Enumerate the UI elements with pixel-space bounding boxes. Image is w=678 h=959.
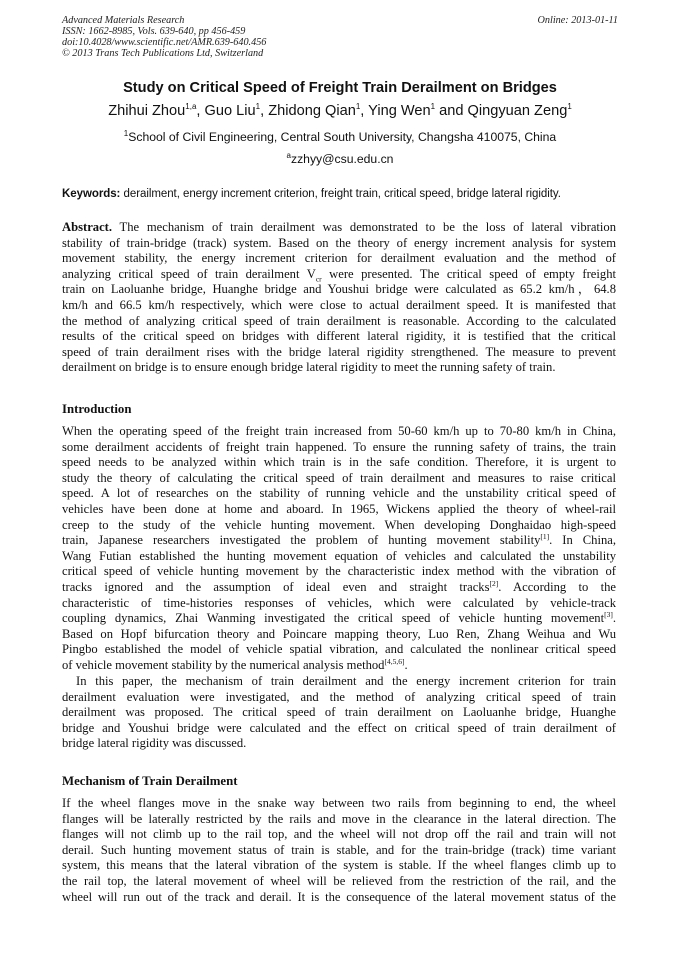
author-name: Zhidong Qian <box>268 102 356 119</box>
abstract: Abstract. The mechanism of train derailment was demonstrated to be the loss of lateral vibration stability of train-bridge (track) system. Based on the theory of energy increment analysis for system movement stability, the energy increment criterion for derailment evaluation and the method of analyzing critical speed of train derailment $V_{cr}$ were presented. The critical speed of empty freight train on Laoluanhe bridge, Huanghe bridge and Youshui bridge were calculated as 65.2 km/h，64.8 km/h and 66.5 km/h respectively, which were close to actual derailment speed. It is manifested that the method of analyzing critical speed of train derailment is reasonable. According to the calculated results of the critical speed on bridges with different lateral rigidity, it is testified that the critical speed of train derailment rises with the bridge lateral rigidity strengthened. The measure to prevent derailment on bridge is to ensure enough bridge lateral rigidity to meet the running safety of train. <box>62 220 616 375</box>
keywords-text: derailment, energy increment criterion, freight train, critical speed, bridge lateral rigidity. <box>123 188 561 200</box>
section-heading-introduction: Introduction <box>62 402 132 416</box>
mechanism-paragraph: If the wheel flanges move in the snake way between two rails from beginning to end, the wheel flanges will be laterally restricted by the rails and move in the clearance in the lateral direction. The flanges will not climb up to the rail top, and the wheel will not drop off the rail and train will not derail. Such hunting movement status of train is stable, and for the train-bridge (track) time variant system, this means that the lateral vibration of the system is stable. If the wheel flanges climb up to the rail top, the lateral movement of wheel will be relieved from the restriction of the rail, and the wheel will run out of the track and derail. It is the consequence of the lateral movement status of the <box>62 796 616 904</box>
online-date: Online: 2013-01-11 <box>537 15 618 26</box>
issn-line: ISSN: 1662-8985, Vols. 639-640, pp 456-459 <box>62 26 246 37</box>
citation-ref[interactable]: [4,5,6] <box>384 657 405 666</box>
author-affiliation-mark: 1 <box>430 102 436 111</box>
keywords <box>62 188 622 200</box>
author-affiliation-mark: 1 <box>255 102 261 111</box>
journal-header <box>62 15 618 59</box>
section-heading-mechanism: Mechanism of Train Derailment <box>62 774 238 788</box>
introduction-paragraph-1: When the operating speed of the freight train increased from 50-60 km/h up to 70-80 km/h in China, some derailment accidents of freight train happened. To ensure the running safety of trains, the train speed needs to be analyzed within which train is in the safe condition. Therefore, it is urgent to study the theory of calculating the critical speed of train derailment and measures to raise critical speed. A lot of researches on the stability of running vehicle and the unstability critical speed of vehicles have been done at home and aboard. In 1965, Wickens applied the theory of wheel-rail creep to the study of the vehicle hunting movement. When developing Donghaidao high-speed train, Japanese researchers investigated the problem of hunting movement stability[1]. In China, Wang Futian established the hunting movement equation of vehicles and calculated the unstability critical speed of vehicle hunting movement by the characteristic index method with the vibration of tracks ignored and the assumption of ideal even and straight tracks[2]. According to the characteristic of time-histories responses of vehicles, which were calculated by vehicle-track coupling dynamics, Zhai Wanming investigated the critical speed of vehicle hunting movement[3]. Based on Hopf bifurcation theory and Poincare mapping theory, Luo Ren, Zhang Weihua and Wu Pingbo established the model of vehicle spatial vibration, and calculated the nonlinear critical speed of vehicle movement stability by the numerical analysis method[4,5,6]. <box>62 424 616 672</box>
author-affiliation-mark: 1,a <box>185 102 197 111</box>
author-list: Zhihui Zhou$^{1,a}$, Guo Liu$^1$, Zhidong Qian$^1$, Ying Wen$^1$ and Qingyuan Zeng$^1$ <box>108 102 572 119</box>
email-link[interactable]: zzhyy@csu.edu.cn <box>290 152 394 167</box>
introduction-paragraph-2: In this paper, the mechanism of train derailment and the energy increment criterion for train derailment evaluation were investigated, and the method of analyzing critical speed of train derailment was proposed. The critical speed of train derailment on Laoluanhe bridge, Huanghe bridge and Youshui bridge were calculated and the effect on critical speed of train derailment of bridge lateral rigidity was discussed. <box>62 674 616 751</box>
author-email: $^a$zzhyy@csu.edu.cn <box>286 151 394 167</box>
author-name: Guo Liu <box>204 102 256 119</box>
doi-line: doi:10.4028/www.scientific.net/AMR.639-640.456 <box>62 37 267 48</box>
paper-title: Study on Critical Speed of Freight Train Derailment on Bridges <box>123 80 557 96</box>
journal-name: Advanced Materials Research <box>62 15 185 26</box>
copyright-line: © 2013 Trans Tech Publications Ltd, Switzerland <box>62 48 264 59</box>
citation-ref[interactable]: [3] <box>604 611 613 619</box>
keywords-label: Keywords: <box>62 188 121 200</box>
citation-ref[interactable]: [2] <box>489 579 499 588</box>
author-name: Zhihui Zhou <box>108 102 186 119</box>
citation-ref[interactable]: [1] <box>540 533 550 541</box>
affiliation: $^1$School of Civil Engineering, Central South University, Changsha 410075, China <box>123 129 557 145</box>
abstract-label: Abstract. <box>62 220 113 234</box>
author-name: Qingyuan Zeng <box>467 102 568 119</box>
author-name: Ying Wen <box>368 102 431 119</box>
author-affiliation-mark: 1 <box>567 102 572 111</box>
author-affiliation-mark: 1 <box>355 102 361 111</box>
